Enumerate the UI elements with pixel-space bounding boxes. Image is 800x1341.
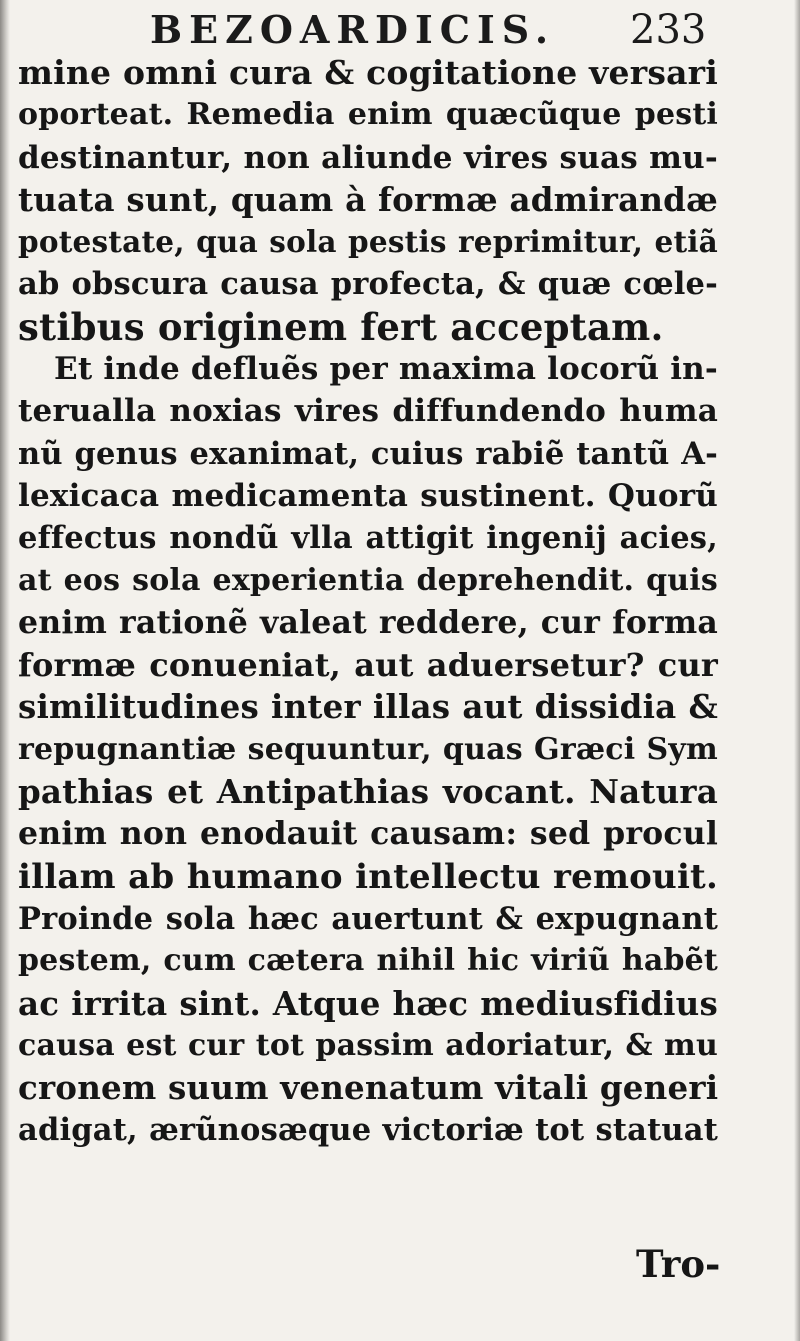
- page-number: 233: [630, 7, 707, 53]
- text-line: destinantur, non aliunde vires suas mu-: [18, 139, 718, 176]
- page-edge-left: [0, 0, 10, 1341]
- text-line: Et inde defluẽs per maxima locorũ in-: [54, 351, 718, 388]
- body-text: [18, 52, 718, 1152]
- text-line: ab obscura causa profecta, & quæ cœle-: [18, 266, 718, 303]
- text-line: causa est cur tot passim adoriatur, & mu: [18, 1027, 718, 1063]
- text-line: repugnantiæ sequuntur, quas Græci Sym: [18, 731, 718, 767]
- page-edge-right: [794, 0, 800, 1341]
- text-line: pathias et Antipathias vocant. Natura: [18, 772, 718, 812]
- text-line: effectus nondũ vlla attigit ingenij acies,: [18, 520, 718, 557]
- text-line: ac irrita sint. Atque hæc mediusfidius: [18, 983, 718, 1023]
- text-line: adigat, ærũnosæque victoriæ tot statuat: [18, 1112, 718, 1149]
- text-line: tuata sunt, quam à formæ admirandæ: [18, 179, 718, 219]
- text-line: formæ conueniat, aut aduersetur? cur: [18, 646, 718, 685]
- text-line: nũ genus exanimat, cuius rabiẽ tantũ A-: [18, 435, 718, 472]
- text-line: mine omni cura & cogitatione versari: [18, 53, 718, 92]
- text-line: terualla noxias vires diffundendo huma: [18, 393, 718, 430]
- text-line: illam ab humano intellectu remouit.: [18, 856, 718, 897]
- text-line: enim rationẽ valeat reddere, cur forma: [18, 603, 718, 641]
- text-line: cronem suum venenatum vitali generi: [18, 1068, 719, 1108]
- running-head: BEZOARDICIS.: [150, 7, 556, 52]
- text-line: Proinde sola hæc auertunt & expugnant: [18, 900, 718, 937]
- text-line: lexicaca medicamenta sustinent. Quorũ: [18, 477, 718, 514]
- text-line: at eos sola experientia deprehendit. quis: [18, 562, 718, 598]
- text-line: oporteat. Remedia enim quæcũque pesti: [18, 97, 718, 133]
- text-line: enim non enodauit causam: sed procul: [18, 815, 718, 853]
- text-line: similitudines inter illas aut dissidia &: [18, 687, 718, 727]
- text-line: stibus originem fert acceptam.: [18, 304, 664, 349]
- text-line: potestate, qua sola pestis reprimitur, etiã: [18, 224, 718, 260]
- text-line: pestem, cum cætera nihil hic viriũ habẽt: [18, 943, 718, 979]
- page-header: [0, 6, 800, 54]
- catchword: Tro-: [636, 1242, 721, 1286]
